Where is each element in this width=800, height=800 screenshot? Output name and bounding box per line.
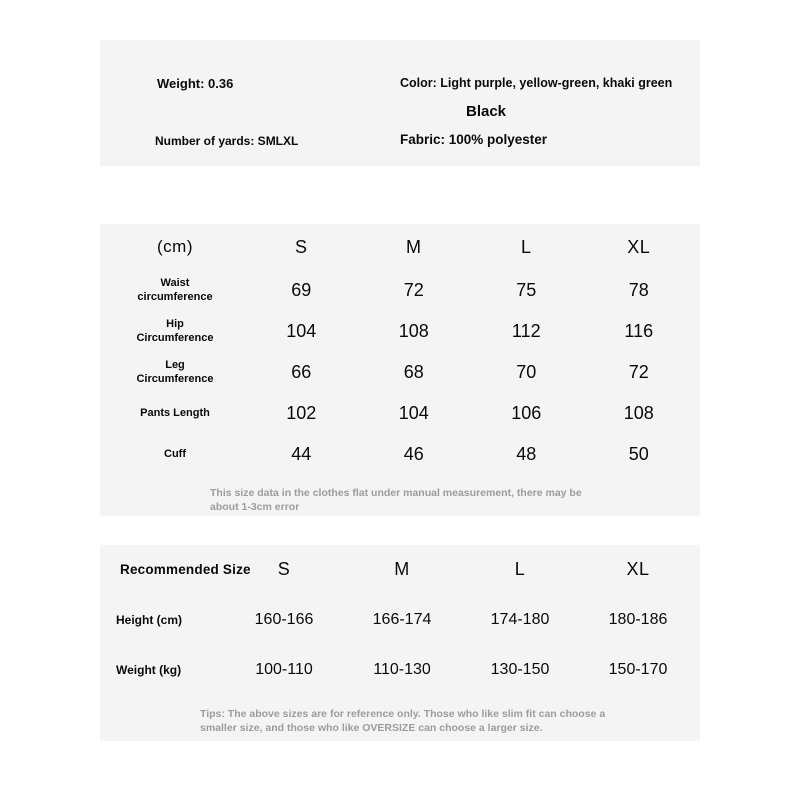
size-value: 70 [516, 362, 537, 382]
rec-column-header-m: M [394, 558, 410, 579]
size-value: 50 [628, 444, 649, 464]
unit-label: (cm) [157, 237, 193, 256]
rec-value: 160-166 [254, 611, 314, 628]
rec-column-header-s: S [277, 558, 291, 579]
size-row-label [105, 359, 245, 387]
size-value: 44 [291, 444, 312, 464]
size-value: 48 [516, 444, 537, 464]
size-value: 69 [291, 280, 312, 300]
size-column-header-s: S [294, 236, 308, 257]
size-value: 108 [398, 321, 429, 341]
size-table-row-leg [100, 352, 700, 393]
size-table-row-hip [100, 311, 700, 352]
rec-row-label: Weight (kg) [116, 663, 182, 677]
rec-value: 100-110 [255, 661, 313, 678]
rec-row-label: Height (cm) [116, 613, 182, 627]
size-row-label-text: Leg Circumference [136, 358, 214, 385]
size-row-label-text: Waist circumference [137, 276, 213, 303]
recommended-size-title: Recommended Size [120, 561, 251, 577]
recommended-row-height [100, 593, 700, 647]
recommended-size-block [100, 545, 700, 741]
recommended-header-row [100, 545, 700, 593]
size-value: 46 [403, 444, 424, 464]
size-value: 106 [511, 403, 542, 423]
rec-value: 150-170 [608, 661, 668, 678]
size-table-header-row [100, 224, 700, 270]
size-row-label-text: Pants Length [140, 406, 210, 419]
size-value: 68 [403, 362, 424, 382]
color-text: Color: Light purple, yellow-green, khaki green [400, 76, 673, 90]
size-column-header-l: L [520, 236, 532, 257]
size-value: 108 [623, 403, 654, 423]
size-value: 104 [398, 403, 429, 423]
rec-value: 180-186 [608, 611, 668, 628]
size-row-label [105, 318, 245, 346]
measurement-error-note: This size data in the clothes flat under manual measurement, there may be about 1-3cm error [210, 487, 582, 513]
size-row-label [105, 448, 245, 462]
size-value: 75 [516, 280, 537, 300]
rec-value: 174-180 [490, 611, 550, 628]
size-row-label-text: Hip Circumference [136, 317, 214, 344]
size-row-label [105, 277, 245, 305]
rec-value: 130-150 [490, 661, 550, 678]
size-value: 112 [511, 321, 541, 341]
size-value: 72 [628, 362, 649, 382]
size-row-label-text: Cuff [164, 447, 186, 460]
size-value: 66 [291, 362, 312, 382]
product-info-block [100, 40, 700, 166]
size-value: 116 [624, 321, 654, 341]
size-table-row-cuff [100, 434, 700, 475]
size-row-label [105, 407, 245, 421]
size-column-header-m: M [406, 236, 422, 257]
recommended-row-weight [100, 647, 700, 693]
rec-column-header-xl: XL [626, 558, 650, 579]
yards-text: Number of yards: SMLXL [155, 134, 299, 148]
fabric-text: Fabric: 100% polyester [400, 132, 548, 147]
rec-column-header-l: L [514, 558, 526, 579]
size-column-header-xl: XL [627, 236, 651, 257]
size-table-row-pants-length [100, 393, 700, 434]
tips-note: Tips: The above sizes are for reference only. Those who like slim fit can choose a smaller size, and those who like OVERSIZE can choose a larger size. [200, 708, 606, 735]
size-value: 72 [403, 280, 424, 300]
size-table-row-waist [100, 270, 700, 311]
rec-value: 110-130 [373, 661, 431, 678]
size-table-block [100, 224, 700, 516]
size-value: 102 [286, 403, 317, 423]
color-black-text: Black [466, 103, 507, 120]
rec-value: 166-174 [372, 611, 432, 628]
size-value: 78 [628, 280, 649, 300]
weight-text: Weight: 0.36 [157, 76, 234, 91]
size-value: 104 [286, 321, 317, 341]
